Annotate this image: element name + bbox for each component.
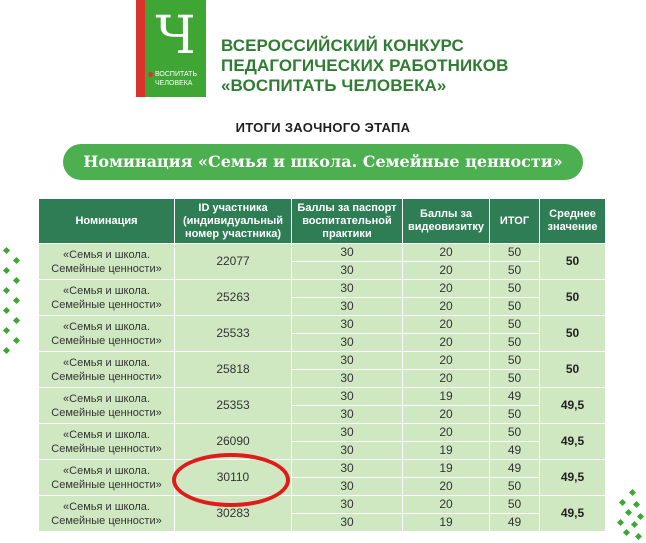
- cell-total: 50: [490, 316, 540, 334]
- cell-video-score: 19: [403, 514, 490, 532]
- cell-nomination: «Семья и школа. Семейные ценности»: [39, 424, 175, 460]
- cell-passport-score: 30: [292, 298, 403, 316]
- cell-passport-score: 30: [292, 424, 403, 442]
- cell-video-score: 20: [403, 334, 490, 352]
- stage-heading: ИТОГИ ЗАОЧНОГО ЭТАПА: [235, 120, 411, 135]
- decor-dots-left: [0, 248, 20, 368]
- cell-passport-score: 30: [292, 316, 403, 334]
- cell-passport-score: 30: [292, 514, 403, 532]
- cell-nomination: «Семья и школа. Семейные ценности»: [39, 244, 175, 280]
- cell-video-score: 20: [403, 370, 490, 388]
- cell-total: 50: [490, 334, 540, 352]
- cell-participant-id: 22077: [175, 244, 292, 280]
- table-header-row: [39, 199, 606, 244]
- cell-total: 50: [490, 370, 540, 388]
- cell-passport-score: 30: [292, 370, 403, 388]
- cell-average: 49,5: [540, 460, 606, 496]
- logo-red-stripe: [136, 0, 145, 97]
- cell-passport-score: 30: [292, 442, 403, 460]
- cell-nomination: «Семья и школа. Семейные ценности»: [39, 388, 175, 424]
- cell-average: 50: [540, 244, 606, 280]
- header-nomination: Номинация: [39, 199, 175, 244]
- table-row: [39, 352, 606, 370]
- table-row: [39, 244, 606, 262]
- cell-passport-score: 30: [292, 334, 403, 352]
- table-row: [39, 424, 606, 442]
- cell-video-score: 19: [403, 442, 490, 460]
- cell-total: 50: [490, 424, 540, 442]
- cell-video-score: 19: [403, 388, 490, 406]
- cell-nomination: «Семья и школа. Семейные ценности»: [39, 496, 175, 532]
- cell-total: 50: [490, 262, 540, 280]
- cell-passport-score: 30: [292, 496, 403, 514]
- cell-video-score: 20: [403, 352, 490, 370]
- cell-video-score: 20: [403, 244, 490, 262]
- cell-total: 49: [490, 460, 540, 478]
- logo-letter: Ч: [155, 6, 196, 66]
- header-passport-score: Баллы за паспорт воспитательной практики: [292, 199, 403, 244]
- contest-logo: [136, 0, 206, 97]
- cell-video-score: 20: [403, 298, 490, 316]
- contest-title: ВСЕРОССИЙСКИЙ КОНКУРС ПЕДАГОГИЧЕСКИХ РАБОТНИКОВ «ВОСПИТАТЬ ЧЕЛОВЕКА»: [221, 36, 509, 95]
- cell-total: 50: [490, 478, 540, 496]
- cell-nomination: «Семья и школа. Семейные ценности»: [39, 352, 175, 388]
- logo-dot-icon: [148, 72, 153, 77]
- cell-nomination: «Семья и школа. Семейные ценности»: [39, 460, 175, 496]
- cell-passport-score: 30: [292, 460, 403, 478]
- logo-caption: ВОСПИТАТЬ ЧЕЛОВЕКА: [148, 70, 204, 88]
- cell-average: 49,5: [540, 496, 606, 532]
- cell-participant-id: 25533: [175, 316, 292, 352]
- cell-participant-id: 25263: [175, 280, 292, 316]
- cell-average: 50: [540, 280, 606, 316]
- cell-video-score: 20: [403, 262, 490, 280]
- cell-video-score: 20: [403, 478, 490, 496]
- cell-nomination: «Семья и школа. Семейные ценности»: [39, 316, 175, 352]
- cell-total: 49: [490, 514, 540, 532]
- table-row: [39, 280, 606, 298]
- cell-total: 49: [490, 388, 540, 406]
- cell-passport-score: 30: [292, 352, 403, 370]
- table-row: [39, 316, 606, 334]
- cell-video-score: 20: [403, 496, 490, 514]
- cell-average: 49,5: [540, 424, 606, 460]
- cell-video-score: 20: [403, 406, 490, 424]
- cell-passport-score: 30: [292, 244, 403, 262]
- decor-dots-right: [612, 490, 646, 543]
- cell-total: 50: [490, 406, 540, 424]
- cell-passport-score: 30: [292, 388, 403, 406]
- header-total: ИТОГ: [490, 199, 540, 244]
- results-table: [38, 198, 606, 532]
- cell-total: 49: [490, 442, 540, 460]
- cell-total: 50: [490, 496, 540, 514]
- cell-total: 50: [490, 280, 540, 298]
- cell-nomination: «Семья и школа. Семейные ценности»: [39, 280, 175, 316]
- cell-average: 50: [540, 316, 606, 352]
- cell-video-score: 20: [403, 280, 490, 298]
- cell-participant-id: 30110: [175, 460, 292, 496]
- header-average: Среднее значение: [540, 199, 606, 244]
- cell-average: 49,5: [540, 388, 606, 424]
- cell-video-score: 20: [403, 424, 490, 442]
- cell-passport-score: 30: [292, 406, 403, 424]
- cell-average: 50: [540, 352, 606, 388]
- cell-video-score: 20: [403, 316, 490, 334]
- cell-passport-score: 30: [292, 280, 403, 298]
- cell-passport-score: 30: [292, 262, 403, 280]
- cell-passport-score: 30: [292, 478, 403, 496]
- cell-total: 50: [490, 244, 540, 262]
- cell-total: 50: [490, 352, 540, 370]
- table-row: [39, 460, 606, 478]
- table-row: [39, 496, 606, 514]
- header-video-score: Баллы за видеовизитку: [403, 199, 490, 244]
- header-participant-id: ID участника (индивидуальный номер участника): [175, 199, 292, 244]
- cell-total: 50: [490, 298, 540, 316]
- table-row: [39, 388, 606, 406]
- cell-participant-id: 25353: [175, 388, 292, 424]
- cell-participant-id: 25818: [175, 352, 292, 388]
- nomination-banner: Номинация «Семья и школа. Семейные ценности»: [63, 144, 583, 180]
- highlight-circle: [172, 453, 290, 507]
- cell-video-score: 19: [403, 460, 490, 478]
- cell-participant-id: 26090: [175, 424, 292, 460]
- cell-participant-id: 30283: [175, 496, 292, 532]
